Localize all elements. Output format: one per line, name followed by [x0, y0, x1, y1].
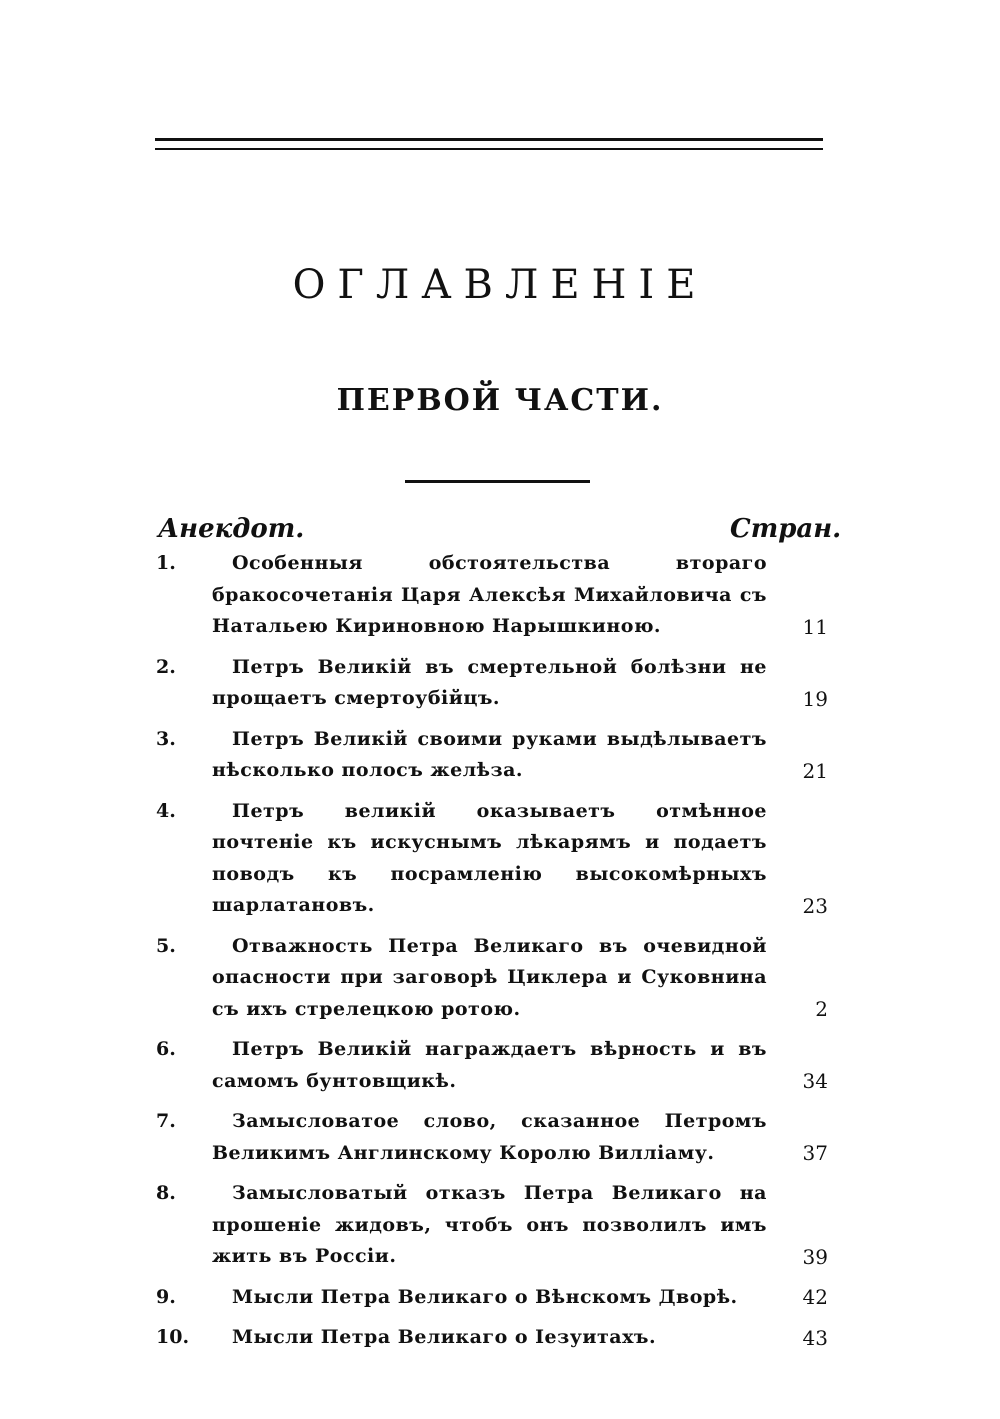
toc-entry: [150, 724, 840, 787]
toc-entry-page: 19: [802, 686, 828, 711]
page-subtitle: ПЕРВОЙ ЧАСТИ.: [336, 383, 664, 418]
toc-entry: [150, 1282, 840, 1314]
toc-entry-title: Петръ Великій награждаетъ вѣрность и въ самомъ бунтовщикѣ.: [212, 1038, 767, 1092]
toc-entry-page: 37: [802, 1141, 828, 1165]
toc-entry: [150, 931, 840, 1026]
toc-entry-number: 8.: [156, 1182, 176, 1204]
toc-entry-page: 11: [802, 614, 828, 639]
toc-entry-number: 7.: [156, 1110, 176, 1132]
toc-entry-number: 3.: [156, 727, 176, 750]
toc-entry-title: Замысловатое слово, сказанное Петромъ Великимъ Англинскому Королю Вилліаму.: [212, 1110, 767, 1164]
toc-entry: [150, 652, 840, 715]
toc-entry-number: 5.: [156, 934, 176, 957]
table-of-contents: [150, 548, 840, 1363]
toc-entry-number: 4.: [156, 799, 176, 822]
toc-entry: [150, 1034, 840, 1097]
toc-entry-title: Замысловатый отказъ Петра Великаго на прошеніе жидовъ, чтобъ онъ позволилъ имъ жить въ Россіи.: [212, 1182, 767, 1267]
toc-entry-page: 43: [802, 1325, 828, 1350]
toc-entry-title: Мысли Петра Великаго о Вѣнскомъ Дворѣ.: [232, 1285, 738, 1308]
toc-entry-title: Особенныя обстоятельства втораго бракосочетанія Царя Алексѣя Михайловича съ Натальею Кириновною Нарышкиною.: [212, 552, 767, 637]
toc-entry-page: 42: [802, 1285, 828, 1309]
top-rule-thick: [155, 138, 823, 141]
toc-entry-title: Отважность Петра Великаго въ очевидной опасности при заговорѣ Циклера и Суковнина съ ихъ стрелецкою ротою.: [212, 934, 767, 1020]
toc-entry-title: Петръ Великій въ смертельной болѣзни не прощаетъ смертоубійцъ.: [212, 655, 767, 709]
page-title: ОГЛАВЛЕНІЕ: [292, 262, 708, 308]
toc-entry-page: 2: [815, 997, 828, 1021]
toc-entry-page: 23: [802, 893, 828, 918]
toc-entry-title: Мысли Петра Великаго о Іезуитахъ.: [232, 1326, 657, 1348]
toc-entry-number: 6.: [156, 1038, 176, 1060]
toc-entry-number: 2.: [156, 655, 176, 678]
toc-entry-page: 39: [802, 1244, 828, 1269]
section-divider: [405, 480, 590, 483]
toc-entry: [150, 796, 840, 922]
toc-entry-page: 21: [802, 758, 828, 783]
toc-entry-title: Петръ Великій своими руками выдѣлываетъ нѣсколько полосъ желѣза.: [212, 727, 767, 781]
toc-entry-number: 1.: [156, 552, 176, 574]
top-rule-thin: [155, 148, 823, 150]
toc-entry-title: Петръ великій оказываетъ отмѣнное почтеніе къ искуснымъ лѣкарямъ и подаетъ поводъ къ посрамленію высокомѣрныхъ шарлатановъ.: [212, 799, 767, 916]
toc-entry: [150, 548, 840, 643]
toc-entry: [150, 1106, 840, 1169]
toc-entry-page: 34: [802, 1069, 828, 1093]
column-header-anecdote: Анекдот.: [158, 514, 305, 544]
toc-entry-number: 9.: [156, 1285, 176, 1308]
toc-entry-number: 10.: [156, 1326, 190, 1348]
column-header-page: Стран.: [730, 514, 842, 544]
toc-entry: [150, 1178, 840, 1273]
toc-entry: [150, 1322, 840, 1354]
